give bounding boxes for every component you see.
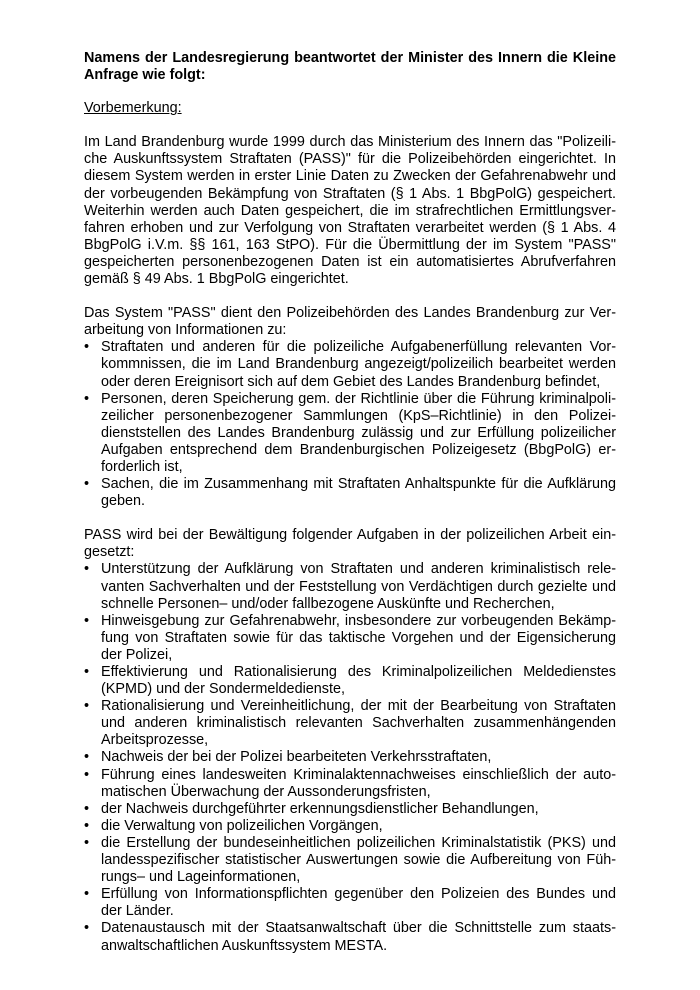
list-item bbox=[84, 561, 616, 612]
list-item-text: Sachen, die im Zusammenhang mit Straftaten Anhaltspunkte für die Aufklärung geben. bbox=[101, 476, 616, 510]
bullet-icon: • bbox=[84, 390, 90, 407]
list-item-text: Hinweisgebung zur Gefahrenabwehr, insbesondere zur vorbeugenden Bekämpfung von Straftaten sowie für das taktische Vorgehen und der Eigensicherung der Polizei, bbox=[101, 612, 616, 663]
bullet-icon: • bbox=[84, 834, 90, 851]
list-item-text: Unterstützung der Aufklärung von Straftaten und anderen kriminalistisch relevanten Sachverhalten und der Feststellung von Verdächtigen durch gezielte und schnelle Personen– und/oder fallbezogene Auskünfte und Recherchen, bbox=[101, 561, 616, 612]
list-item bbox=[84, 476, 616, 510]
list-item-text: Effektivierung und Rationalisierung des Kriminalpolizeilichen Meldedienstes (KPMD) und der Sondermeldedienste, bbox=[101, 664, 616, 698]
preliminary-remark-heading: Vorbemerkung: bbox=[84, 100, 182, 117]
list-item bbox=[84, 613, 616, 664]
bullet-icon: • bbox=[84, 664, 90, 680]
tasks-paragraph: PASS wird bei der Bewältigung folgender Aufgaben in der polizeilichen Arbeit eingesetzt: bbox=[84, 527, 616, 561]
list-item-text: Erfüllung von Informationspflichten gegenüber den Polizeien des Bundes und der Länder. bbox=[101, 886, 616, 920]
list-item-text: der Nachweis durchgeführter erkennungsdienstlicher Behandlungen, bbox=[101, 800, 539, 817]
list-item-text: die Verwaltung von polizeilichen Vorgängen, bbox=[101, 817, 383, 834]
list-item-text: Personen, deren Speicherung gem. der Richtlinie über die Führung kriminalpolizeilicher personenbezogener Sammlungen (KpS–Richtlinie) in den Polizeidienststellen des Landes Brandenburg zulässig und zur Erfüllung polizeilicher Aufgaben entsprechend dem Brandenburgischen Polizeigesetz (BbgPolG) erforderlich ist, bbox=[101, 390, 616, 475]
list-item bbox=[84, 749, 616, 766]
bullet-icon: • bbox=[84, 749, 90, 766]
bullet-icon: • bbox=[84, 698, 90, 715]
list-item-text: Führung eines landesweiten Kriminalaktennachweises einschließlich der automatischen Überwachung der Aussonderungsfristen, bbox=[101, 766, 616, 800]
list-item bbox=[84, 767, 616, 801]
list-item bbox=[84, 920, 616, 954]
list-item-text: Straftaten und anderen für die polizeiliche Aufgabenerfüllung relevanten Vorkommnissen, die im Land Brandenburg angezeigt/polizeilich bearbeitet werden oder deren Ereignisort sich auf dem Gebiet des Landes Brandenburg befindet, bbox=[101, 339, 616, 390]
list-item-text: Rationalisierung und Vereinheitlichung, der mit der Bearbeitung von Straftaten und anderen kriminalistisch relevanten Sachverhalten zusammenhängenden Arbeitsprozesse, bbox=[101, 698, 616, 749]
bullet-icon: • bbox=[84, 886, 90, 903]
list-item-text: die Erstellung der bundeseinheitlichen polizeilichen Kriminalstatistik (PKS) und landesspezifischer statistischer Auswertungen sowie die Aufbereitung von Führungs– und Lageinformationen, bbox=[101, 834, 616, 886]
bullet-icon: • bbox=[84, 476, 90, 493]
bullet-icon: • bbox=[84, 612, 90, 629]
intro-paragraph: Im Land Brandenburg wurde 1999 durch das Ministerium des Innern das "Polizeiliche Auskunftssystem Straftaten (PASS)" für die Polizeibehörden eingerichtet. In diesem System werden in erster Linie Daten zu Zwecken der Gefahrenabwehr und der vorbeugenden Bekämpfung von Straftaten (§ 1 Abs. 1 BbgPolG) gespeichert. Weiterhin werden auch Daten gespeichert, die im strafrechtlichen Ermittlungsverfahren erhoben und zur Verfolgung von Straftaten verarbeitet werden (§ 1 Abs. 4 BbgPolG i.V.m. §§ 161, 163 StPO). Für die Übermittlung der im System "PASS" gespeicherten personenbezogenen Daten ist ein automatisiertes Abrufverfahren gemäß § 49 Abs. 1 BbgPolG eingerichtet. bbox=[84, 134, 616, 288]
list-item bbox=[84, 339, 616, 390]
information-list bbox=[84, 339, 616, 510]
list-item-text: Nachweis der bei der Polizei bearbeiteten Verkehrsstraftaten, bbox=[101, 749, 492, 766]
bullet-icon: • bbox=[84, 800, 90, 817]
purpose-paragraph: Das System "PASS" dient den Polizeibehörden des Landes Brandenburg zur Verarbeitung von Informationen zu: bbox=[84, 305, 616, 339]
bullet-icon: • bbox=[84, 339, 90, 356]
list-item bbox=[84, 886, 616, 920]
answer-heading: Namens der Landesregierung beantwortet der Minister des Innern die Kleine Anfrage wie folgt: bbox=[84, 50, 616, 84]
list-item-text: Datenaustausch mit der Staatsanwaltschaft über die Schnittstelle zum staatsanwaltschaftlichen Auskunftssystem MESTA. bbox=[101, 920, 616, 954]
list-item bbox=[84, 835, 616, 886]
list-item bbox=[84, 698, 616, 749]
bullet-icon: • bbox=[84, 561, 90, 578]
bullet-icon: • bbox=[84, 817, 90, 834]
bullet-icon: • bbox=[84, 920, 90, 937]
tasks-list bbox=[84, 561, 616, 954]
list-item bbox=[84, 664, 616, 698]
bullet-icon: • bbox=[84, 766, 90, 783]
list-item bbox=[84, 818, 616, 835]
list-item bbox=[84, 391, 616, 476]
list-item bbox=[84, 801, 616, 818]
